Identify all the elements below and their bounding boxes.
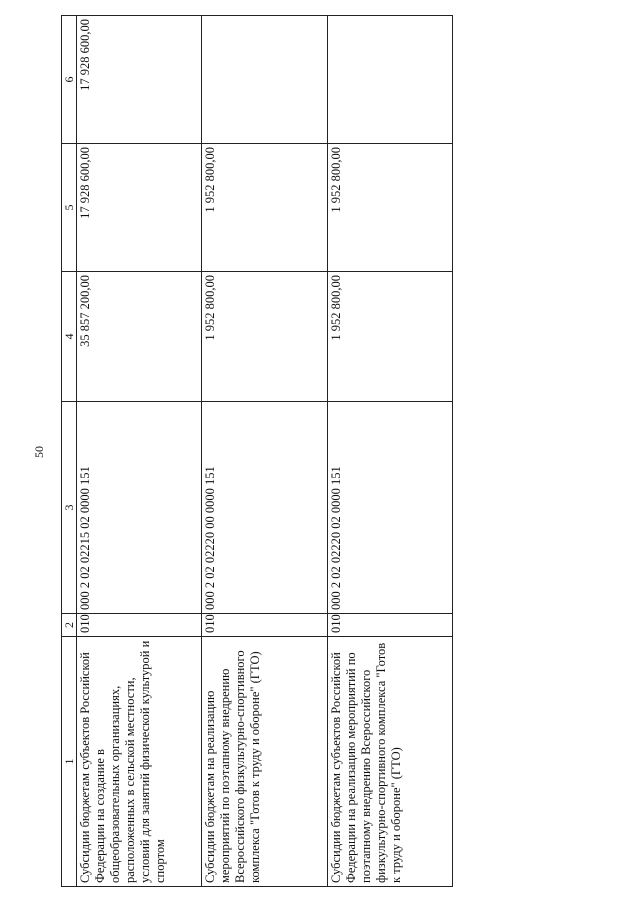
page-number: 50	[32, 446, 46, 458]
row-col4-amount: 1 952 800,00	[327, 272, 452, 402]
row-kbk-code: 000 2 02 02215 02 0000 151	[77, 402, 202, 614]
header-row	[62, 16, 77, 887]
header-col-3: 3	[62, 402, 77, 614]
header-col-1: 1	[62, 637, 77, 887]
table-row	[202, 16, 327, 887]
row-col6-amount	[327, 16, 452, 144]
header-col-4: 4	[62, 272, 77, 402]
budget-table	[61, 15, 453, 887]
row-admin-code: 010	[327, 614, 452, 637]
header-col-6: 6	[62, 16, 77, 144]
row-kbk-code: 000 2 02 02220 00 0000 151	[202, 402, 327, 614]
row-admin-code: 010	[202, 614, 327, 637]
row-kbk-code: 000 2 02 02220 02 0000 151	[327, 402, 452, 614]
row-name: Субсидии бюджетам субъектов Российской Федерации на создание в общеобразовательных организациях, расположенных в сельской местности, условий для занятий физической культурой и спортом	[77, 637, 202, 887]
row-col4-amount: 35 857 200,00	[77, 272, 202, 402]
table-row	[77, 16, 202, 887]
row-col6-amount	[202, 16, 327, 144]
row-col6-amount: 17 928 600,00	[77, 16, 202, 144]
row-admin-code: 010	[77, 614, 202, 637]
row-name: Субсидии бюджетам субъектов Российской Федерации на реализацию мероприятий по поэтапному внедрению Всероссийского физкультурно-спортивного комплекса "Готов к труду и обороне" (ГТО)	[327, 637, 452, 887]
rotated-table-container	[61, 16, 453, 887]
row-col5-amount: 1 952 800,00	[327, 144, 452, 272]
row-col5-amount: 1 952 800,00	[202, 144, 327, 272]
header-col-2: 2	[62, 614, 77, 637]
row-name: Субсидии бюджетам на реализацию мероприятий по поэтапному внедрению Всероссийского физкультурно-спортивного комплекса "Готов к труду и обороне" (ГТО)	[202, 637, 327, 887]
row-col4-amount: 1 952 800,00	[202, 272, 327, 402]
row-col5-amount: 17 928 600,00	[77, 144, 202, 272]
table-row	[327, 16, 452, 887]
header-col-5: 5	[62, 144, 77, 272]
